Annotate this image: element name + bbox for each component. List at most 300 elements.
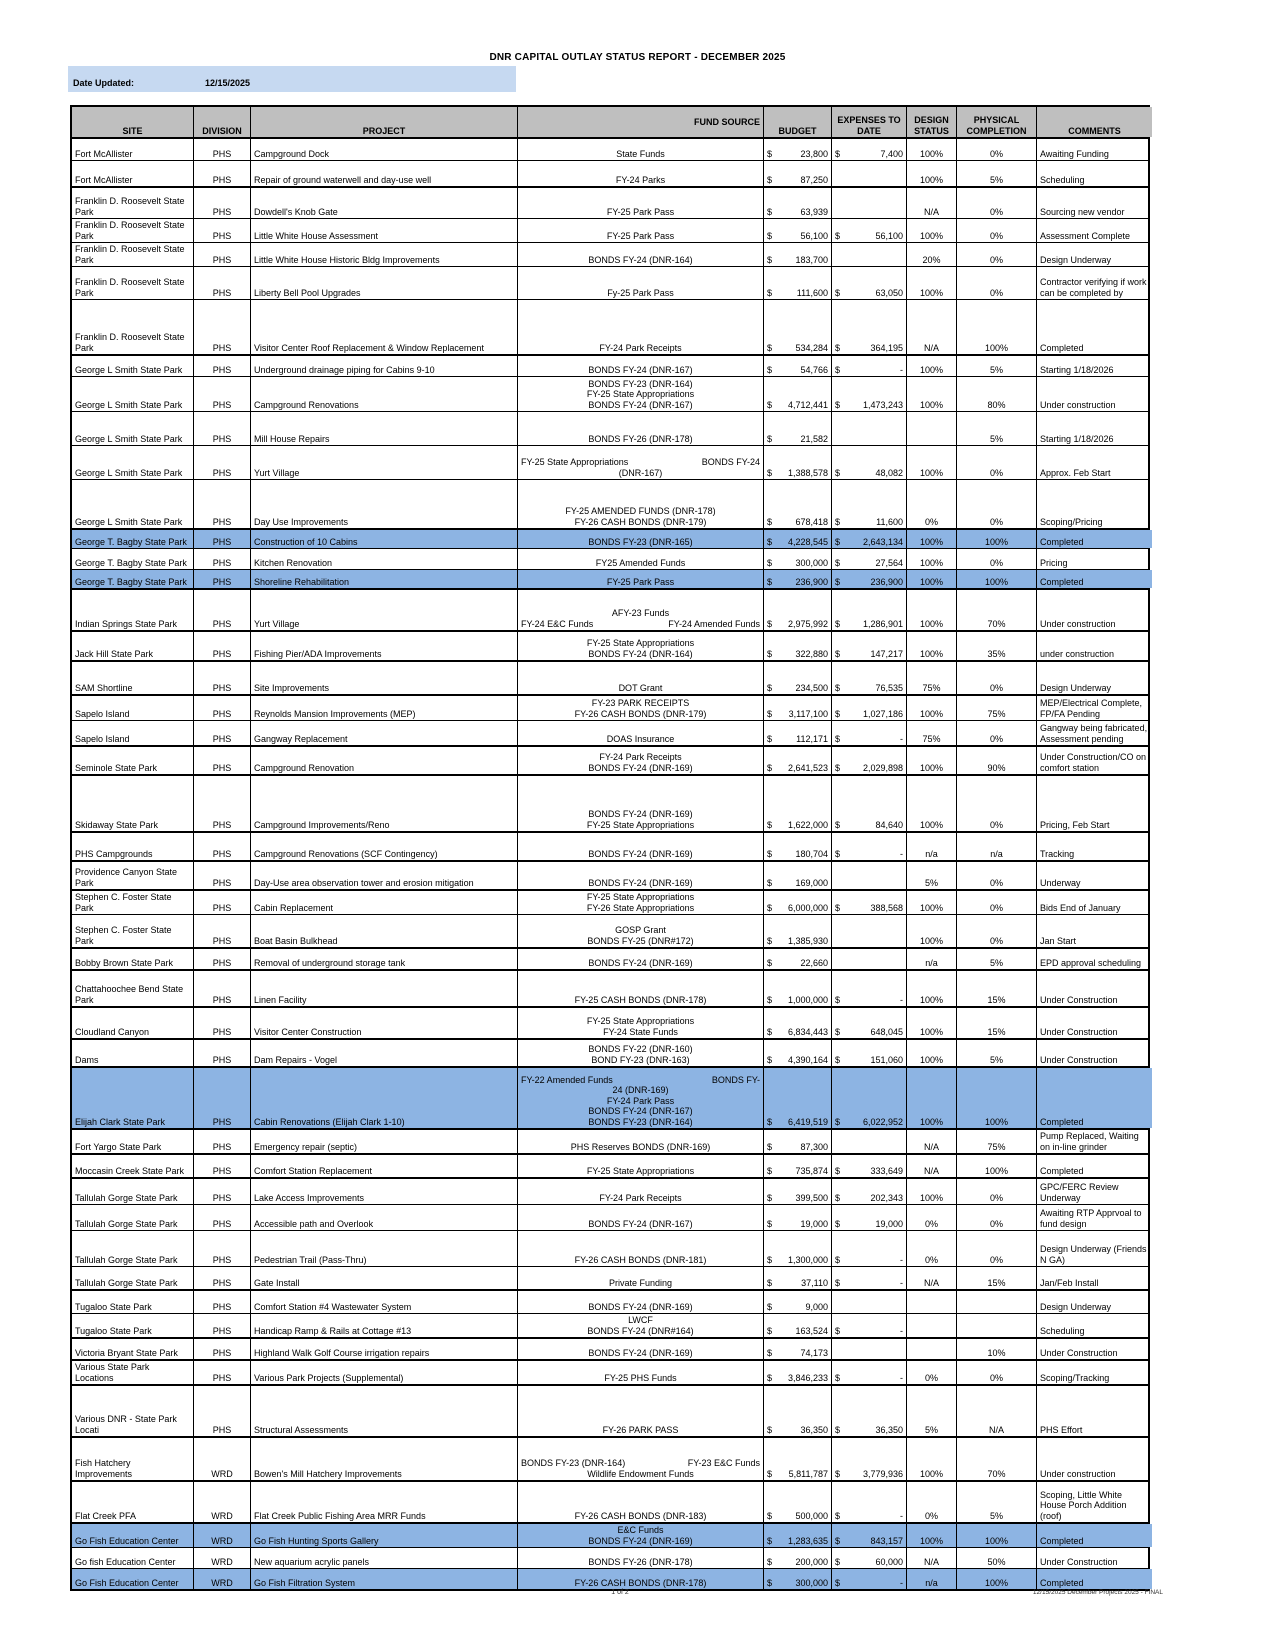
cell-budget bbox=[764, 1040, 832, 1066]
table-row bbox=[72, 1569, 1148, 1589]
amount: 500,000 bbox=[795, 1510, 828, 1521]
dollar-sign: $ bbox=[767, 957, 773, 968]
cell-comments: Gangway being fabricated, Assessment pending bbox=[1040, 723, 1148, 744]
cell-budget bbox=[764, 530, 832, 548]
dollar-sign: $ bbox=[835, 342, 841, 353]
table-row bbox=[72, 833, 1148, 862]
cell-design-status: 100% bbox=[907, 549, 957, 569]
cell-fund-source bbox=[518, 833, 764, 860]
cell-design-status: 100% bbox=[907, 219, 957, 242]
cell-budget bbox=[764, 696, 832, 720]
amount: 23,800 bbox=[800, 148, 828, 159]
table-row bbox=[72, 377, 1148, 412]
cell-division: WRD bbox=[194, 1569, 251, 1589]
fund-source-line: FY-26 PARK PASS bbox=[602, 1424, 679, 1435]
cell-comments: Under Construction bbox=[1040, 1054, 1118, 1065]
dollar-sign: $ bbox=[767, 433, 773, 444]
cell-comments: PHS Effort bbox=[1040, 1424, 1083, 1435]
cell-expenses bbox=[832, 1524, 907, 1547]
cell-design-status: 100% bbox=[907, 696, 957, 720]
fund-source-line: BONDS FY-26 (DNR-178) bbox=[588, 1556, 693, 1567]
cell-design-status: 0% bbox=[907, 1482, 957, 1522]
cell-comments: Awaiting Funding bbox=[1040, 148, 1109, 159]
cell-physical-completion: 0% bbox=[957, 267, 1037, 299]
fund-source-line: BONDS FY-24 (DNR-169) bbox=[588, 1347, 693, 1358]
fund-source-line: FY-26 State Appropriations bbox=[586, 902, 695, 913]
amount: 6,022,952 bbox=[862, 1116, 903, 1127]
cell-site: Franklin D. Roosevelt State Park bbox=[72, 300, 194, 354]
cell-division: PHS bbox=[194, 267, 251, 299]
amount: 236,900 bbox=[795, 576, 828, 587]
cell-budget bbox=[764, 300, 832, 354]
column-header: BUDGET bbox=[764, 107, 832, 137]
fund-source-line bbox=[521, 1075, 760, 1086]
cell-budget bbox=[764, 446, 832, 479]
amount: 2,641,523 bbox=[787, 762, 828, 773]
cell-comments: Awaiting RTP Apprvoal to fund design bbox=[1040, 1208, 1142, 1229]
cell-expenses bbox=[832, 1339, 907, 1359]
table-row bbox=[72, 1130, 1148, 1155]
amount: 4,228,545 bbox=[787, 536, 828, 547]
cell-project: Little White House Assessment bbox=[251, 219, 518, 242]
cell-budget bbox=[764, 747, 832, 774]
cell-expenses bbox=[832, 139, 907, 160]
cell-physical-completion: 70% bbox=[957, 590, 1037, 630]
fund-source-right: FY-24 Amended Funds bbox=[668, 618, 760, 629]
cell-physical-completion: 100% bbox=[957, 300, 1037, 354]
cell-physical-completion: 5% bbox=[957, 161, 1037, 186]
cell-design-status: 100% bbox=[907, 971, 957, 1006]
cell-comments: Scheduling bbox=[1040, 1325, 1085, 1336]
cell-fund-source bbox=[518, 1314, 764, 1337]
cell-physical-completion: 100% bbox=[957, 1155, 1037, 1177]
dollar-sign: $ bbox=[835, 148, 841, 159]
amount: 6,419,519 bbox=[787, 1116, 828, 1127]
cell-expenses bbox=[832, 949, 907, 969]
amount: 236,900 bbox=[870, 576, 903, 587]
cell-project: Visitor Center Roof Replacement & Window Replacement bbox=[251, 300, 518, 354]
cell-expenses bbox=[832, 188, 907, 218]
cell-site: Bobby Brown State Park bbox=[72, 949, 194, 969]
cell-expenses bbox=[832, 776, 907, 831]
column-header: COMMENTS bbox=[1037, 107, 1152, 137]
cell-division: PHS bbox=[194, 1205, 251, 1230]
fund-source-line: FY-24 Park Receipts bbox=[599, 752, 682, 762]
amount: 60,000 bbox=[875, 1556, 903, 1567]
cell-project: Campground Renovations bbox=[251, 377, 518, 411]
cell-project: Flat Creek Public Fishing Area MRR Funds bbox=[251, 1482, 518, 1522]
cell-division: PHS bbox=[194, 1386, 251, 1436]
cell-site: PHS Campgrounds bbox=[72, 833, 194, 860]
cell-comments: Completed bbox=[1037, 530, 1152, 548]
fund-source-line: BONDS FY-24 (DNR-169) bbox=[588, 809, 693, 819]
cell-fund-source bbox=[518, 1569, 764, 1589]
cell-expenses bbox=[832, 590, 907, 630]
cell-division: PHS bbox=[194, 480, 251, 528]
cell-physical-completion: 10% bbox=[957, 1339, 1037, 1359]
table-row bbox=[72, 1314, 1148, 1339]
cell-division: WRD bbox=[194, 1438, 251, 1480]
cell-project: Construction of 10 Cabins bbox=[251, 530, 518, 548]
table-row bbox=[72, 1482, 1148, 1524]
cell-expenses bbox=[832, 1068, 907, 1128]
cell-budget bbox=[764, 833, 832, 860]
table-row bbox=[72, 1179, 1148, 1205]
cell-division: PHS bbox=[194, 300, 251, 354]
cell-expenses bbox=[832, 696, 907, 720]
cell-budget bbox=[764, 161, 832, 186]
cell-site: Franklin D. Roosevelt State Park bbox=[72, 267, 194, 299]
cell-expenses bbox=[832, 1314, 907, 1337]
cell-design-status bbox=[907, 1291, 957, 1313]
cell-division: PHS bbox=[194, 570, 251, 588]
table-row bbox=[72, 1548, 1148, 1569]
cell-physical-completion: 5% bbox=[957, 412, 1037, 445]
amount: 6,000,000 bbox=[787, 902, 828, 913]
cell-fund-source bbox=[518, 356, 764, 376]
dollar-sign: $ bbox=[767, 762, 773, 773]
cell-project: Dam Repairs - Vogel bbox=[251, 1040, 518, 1066]
amount: 183,700 bbox=[795, 254, 828, 265]
amount: 399,500 bbox=[795, 1192, 828, 1203]
cell-site: Tugaloo State Park bbox=[72, 1291, 194, 1313]
cell-design-status bbox=[907, 1314, 957, 1337]
cell-budget bbox=[764, 1569, 832, 1589]
cell-fund-source bbox=[518, 1361, 764, 1384]
cell-division: PHS bbox=[194, 549, 251, 569]
cell-budget bbox=[764, 1386, 832, 1436]
cell-design-status: 5% bbox=[907, 862, 957, 889]
dollar-sign: $ bbox=[835, 1372, 841, 1383]
table-row bbox=[72, 1339, 1148, 1361]
cell-division: PHS bbox=[194, 1179, 251, 1204]
cell-comments: Completed bbox=[1040, 1165, 1084, 1176]
cell-expenses bbox=[832, 721, 907, 745]
fund-source-line: BONDS FY-24 (DNR-167) bbox=[588, 364, 693, 375]
table-header-row bbox=[72, 107, 1148, 139]
cell-comments: Under Construction/CO on comfort station bbox=[1040, 752, 1147, 773]
cell-fund-source bbox=[518, 1068, 764, 1128]
page-number: 1 of 2 bbox=[611, 1589, 629, 1596]
cell-budget bbox=[764, 1482, 832, 1522]
cell-division: PHS bbox=[194, 949, 251, 969]
cell-division: PHS bbox=[194, 1040, 251, 1066]
amount: 322,880 bbox=[795, 648, 828, 659]
table-row bbox=[72, 696, 1148, 721]
cell-fund-source bbox=[518, 1130, 764, 1153]
dollar-sign: $ bbox=[767, 994, 773, 1005]
table-row bbox=[72, 862, 1148, 891]
amount: - bbox=[900, 848, 903, 859]
cell-physical-completion: 100% bbox=[957, 530, 1037, 548]
fund-source-line: FY-24 Parks bbox=[615, 174, 666, 185]
cell-division: PHS bbox=[194, 530, 251, 548]
cell-budget bbox=[764, 139, 832, 160]
cell-fund-source bbox=[518, 1438, 764, 1480]
cell-fund-source bbox=[518, 662, 764, 694]
fund-source-line: BONDS FY-24 (DNR-167) bbox=[588, 399, 693, 410]
cell-expenses bbox=[832, 300, 907, 354]
cell-budget bbox=[764, 915, 832, 947]
cell-physical-completion: 70% bbox=[957, 1438, 1037, 1480]
fund-source-line: BONDS FY-24 (DNR-164) bbox=[588, 648, 693, 659]
fund-source-line: FY-25 Park Pass bbox=[606, 576, 675, 587]
cell-project: Go Fish Filtration System bbox=[251, 1569, 518, 1589]
cell-comments: Under Construction bbox=[1040, 994, 1118, 1005]
cell-comments: Starting 1/18/2026 bbox=[1040, 433, 1114, 444]
cell-comments: Tracking bbox=[1040, 848, 1075, 859]
cell-budget bbox=[764, 570, 832, 588]
dollar-sign: $ bbox=[767, 1192, 773, 1203]
amount: 200,000 bbox=[795, 1556, 828, 1567]
fund-source-line: FY-24 Park Receipts bbox=[599, 1192, 682, 1203]
amount: 3,117,100 bbox=[788, 708, 828, 719]
amount: 7,400 bbox=[880, 148, 903, 159]
cell-division: PHS bbox=[194, 662, 251, 694]
cell-physical-completion: 75% bbox=[957, 696, 1037, 720]
amount: 27,564 bbox=[875, 557, 903, 568]
fund-source-line: FY-25 State Appropriations bbox=[586, 1165, 695, 1176]
amount: 163,524 bbox=[795, 1325, 828, 1336]
dollar-sign: $ bbox=[835, 819, 841, 830]
dollar-sign: $ bbox=[835, 1510, 841, 1521]
cell-budget bbox=[764, 1438, 832, 1480]
cell-physical-completion: 0% bbox=[957, 1361, 1037, 1384]
cell-project: Mill House Repairs bbox=[251, 412, 518, 445]
cell-physical-completion: 0% bbox=[957, 549, 1037, 569]
cell-design-status: 20% bbox=[907, 243, 957, 266]
cell-design-status: 75% bbox=[907, 721, 957, 745]
cell-site: Tallulah Gorge State Park bbox=[72, 1231, 194, 1266]
dollar-sign: $ bbox=[835, 287, 841, 298]
cell-fund-source bbox=[518, 1155, 764, 1177]
amount: 5,811,787 bbox=[788, 1468, 828, 1479]
cell-design-status bbox=[907, 412, 957, 445]
cell-project: Shoreline Rehabilitation bbox=[251, 570, 518, 588]
cell-physical-completion: 100% bbox=[957, 570, 1037, 588]
cell-design-status: N/A bbox=[907, 1267, 957, 1289]
cell-project: Liberty Bell Pool Upgrades bbox=[251, 267, 518, 299]
cell-division: WRD bbox=[194, 1482, 251, 1522]
cell-comments: Assessment Complete bbox=[1040, 230, 1131, 241]
dollar-sign: $ bbox=[835, 1277, 841, 1288]
dollar-sign: $ bbox=[767, 174, 773, 185]
cell-comments: Completed bbox=[1040, 342, 1084, 353]
cell-division: PHS bbox=[194, 1291, 251, 1313]
cell-design-status: 100% bbox=[907, 161, 957, 186]
fund-source-line: FY-26 CASH BONDS (DNR-181) bbox=[574, 1254, 707, 1265]
cell-design-status: 100% bbox=[907, 356, 957, 376]
amount: 1,473,243 bbox=[862, 399, 903, 410]
cell-design-status: n/a bbox=[907, 833, 957, 860]
cell-site: Stephen C. Foster State Park bbox=[72, 915, 194, 947]
fund-source-line bbox=[521, 457, 760, 468]
cell-physical-completion: 50% bbox=[957, 1548, 1037, 1568]
cell-design-status: N/A bbox=[907, 1130, 957, 1153]
cell-project: Comfort Station Replacement bbox=[251, 1155, 518, 1177]
dollar-sign: $ bbox=[767, 1218, 773, 1229]
amount: - bbox=[900, 733, 903, 744]
fund-source-line: BONDS FY-24 (DNR#164) bbox=[587, 1325, 694, 1336]
cell-budget bbox=[764, 1267, 832, 1289]
cell-expenses bbox=[832, 1438, 907, 1480]
cell-fund-source bbox=[518, 1339, 764, 1359]
cell-fund-source bbox=[518, 1008, 764, 1038]
table-row bbox=[72, 139, 1148, 161]
cell-project: Site Improvements bbox=[251, 662, 518, 694]
cell-comments: Under construction bbox=[1040, 399, 1116, 410]
table-row bbox=[72, 1438, 1148, 1482]
cell-physical-completion: 0% bbox=[957, 139, 1037, 160]
cell-expenses bbox=[832, 747, 907, 774]
cell-comments: Pricing bbox=[1040, 557, 1068, 568]
dollar-sign: $ bbox=[767, 230, 773, 241]
dollar-sign: $ bbox=[767, 254, 773, 265]
fund-source-line: FY-26 CASH BONDS (DNR-179) bbox=[574, 516, 707, 527]
cell-project: Visitor Center Construction bbox=[251, 1008, 518, 1038]
table-row bbox=[72, 915, 1148, 949]
cell-design-status: 100% bbox=[907, 1068, 957, 1128]
amount: - bbox=[900, 994, 903, 1005]
amount: 111,600 bbox=[796, 287, 828, 298]
dollar-sign: $ bbox=[835, 230, 841, 241]
amount: 56,100 bbox=[875, 230, 903, 241]
table-row bbox=[72, 300, 1148, 356]
fund-source-right: BONDS FY- bbox=[711, 1074, 760, 1085]
table-row bbox=[72, 1068, 1148, 1130]
amount: 74,173 bbox=[800, 1347, 828, 1358]
dollar-sign: $ bbox=[835, 1468, 841, 1479]
dollar-sign: $ bbox=[835, 467, 841, 478]
cell-budget bbox=[764, 1008, 832, 1038]
dollar-sign: $ bbox=[767, 648, 773, 659]
cell-physical-completion bbox=[957, 1314, 1037, 1337]
cell-design-status: N/A bbox=[907, 1155, 957, 1177]
dollar-sign: $ bbox=[767, 1468, 773, 1479]
cell-design-status: 100% bbox=[907, 632, 957, 660]
dollar-sign: $ bbox=[767, 557, 773, 568]
fund-source-line: FY-25 State Appropriations bbox=[586, 819, 695, 830]
cell-division: PHS bbox=[194, 891, 251, 914]
cell-design-status: 100% bbox=[907, 530, 957, 548]
cell-comments: Jan Start bbox=[1040, 935, 1077, 946]
cell-site: Flat Creek PFA bbox=[72, 1482, 194, 1522]
cell-fund-source bbox=[518, 1524, 764, 1547]
fund-source-line: 24 (DNR-169) bbox=[612, 1085, 669, 1095]
amount: 56,100 bbox=[800, 230, 828, 241]
amount: - bbox=[900, 1372, 903, 1383]
fund-source-line: Fy-25 Park Pass bbox=[607, 287, 674, 298]
dollar-sign: $ bbox=[767, 467, 773, 478]
cell-comments: Starting 1/18/2026 bbox=[1040, 364, 1114, 375]
cell-division: PHS bbox=[194, 188, 251, 218]
amount: 534,284 bbox=[795, 342, 828, 353]
cell-project: Dowdell's Knob Gate bbox=[251, 188, 518, 218]
amount: 19,000 bbox=[875, 1218, 903, 1229]
amount: 678,418 bbox=[795, 516, 828, 527]
cell-division: PHS bbox=[194, 219, 251, 242]
dollar-sign: $ bbox=[767, 576, 773, 587]
amount: 388,568 bbox=[870, 902, 903, 913]
cell-site: Seminole State Park bbox=[72, 747, 194, 774]
amount: 6,834,443 bbox=[787, 1026, 828, 1037]
cell-expenses bbox=[832, 1205, 907, 1230]
amount: 9,000 bbox=[805, 1301, 828, 1312]
cell-site: Stephen C. Foster State Park bbox=[72, 891, 194, 914]
cell-budget bbox=[764, 1130, 832, 1153]
cell-comments: Underway bbox=[1040, 877, 1081, 888]
cell-division: PHS bbox=[194, 696, 251, 720]
fund-source-line: FY-26 CASH BONDS (DNR-178) bbox=[574, 1577, 707, 1588]
amount: 333,649 bbox=[870, 1165, 903, 1176]
cell-division: PHS bbox=[194, 915, 251, 947]
fund-source-line: BONDS FY-26 (DNR-178) bbox=[588, 433, 693, 444]
table-row bbox=[72, 219, 1148, 243]
table-row bbox=[72, 1231, 1148, 1267]
table-row bbox=[72, 1291, 1148, 1314]
amount: 87,250 bbox=[800, 174, 828, 185]
dollar-sign: $ bbox=[835, 557, 841, 568]
fund-source-line: BONDS FY-23 (DNR-164) bbox=[588, 1116, 693, 1127]
cell-budget bbox=[764, 219, 832, 242]
cell-budget bbox=[764, 662, 832, 694]
cell-site: Fish Hatchery Improvements bbox=[72, 1438, 194, 1480]
cell-physical-completion: 75% bbox=[957, 1130, 1037, 1153]
cell-design-status: 0% bbox=[907, 480, 957, 528]
cell-fund-source bbox=[518, 1548, 764, 1568]
dollar-sign: $ bbox=[767, 902, 773, 913]
cell-expenses bbox=[832, 356, 907, 376]
cell-comments: Jan/Feb Install bbox=[1040, 1277, 1099, 1288]
cell-design-status: 100% bbox=[907, 1438, 957, 1480]
dollar-sign: $ bbox=[767, 618, 773, 629]
dollar-sign: $ bbox=[767, 733, 773, 744]
cell-design-status: 0% bbox=[907, 1231, 957, 1266]
table-row bbox=[72, 530, 1148, 549]
cell-site: Cloudland Canyon bbox=[72, 1008, 194, 1038]
cell-fund-source bbox=[518, 632, 764, 660]
cell-comments: under construction bbox=[1040, 648, 1115, 659]
table-row bbox=[72, 747, 1148, 776]
amount: 112,171 bbox=[796, 733, 828, 744]
cell-expenses bbox=[832, 446, 907, 479]
cell-project: Accessible path and Overlook bbox=[251, 1205, 518, 1230]
dollar-sign: $ bbox=[767, 1556, 773, 1567]
cell-budget bbox=[764, 549, 832, 569]
cell-physical-completion: 15% bbox=[957, 1008, 1037, 1038]
dollar-sign: $ bbox=[767, 1116, 773, 1127]
cell-project: Comfort Station #4 Wastewater System bbox=[251, 1291, 518, 1313]
fund-source-line: BONDS FY-25 (DNR#172) bbox=[587, 935, 694, 946]
amount: 169,000 bbox=[795, 877, 828, 888]
amount: 1,388,578 bbox=[787, 467, 828, 478]
amount: 300,000 bbox=[795, 557, 828, 568]
cell-project: Handicap Ramp & Rails at Cottage #13 bbox=[251, 1314, 518, 1337]
cell-project: New aquarium acrylic panels bbox=[251, 1548, 518, 1568]
dollar-sign: $ bbox=[835, 902, 841, 913]
dollar-sign: $ bbox=[767, 877, 773, 888]
cell-budget bbox=[764, 949, 832, 969]
dollar-sign: $ bbox=[767, 1372, 773, 1383]
fund-source-right: BONDS FY-24 bbox=[701, 457, 760, 467]
cell-comments: Scheduling bbox=[1040, 174, 1085, 185]
cell-comments: Design Underway bbox=[1040, 254, 1112, 265]
cell-expenses bbox=[832, 377, 907, 411]
table-row bbox=[72, 1524, 1148, 1548]
cell-project: Day-Use area observation tower and erosion mitigation bbox=[251, 862, 518, 889]
amount: 63,939 bbox=[800, 206, 828, 217]
dollar-sign: $ bbox=[835, 1218, 841, 1229]
